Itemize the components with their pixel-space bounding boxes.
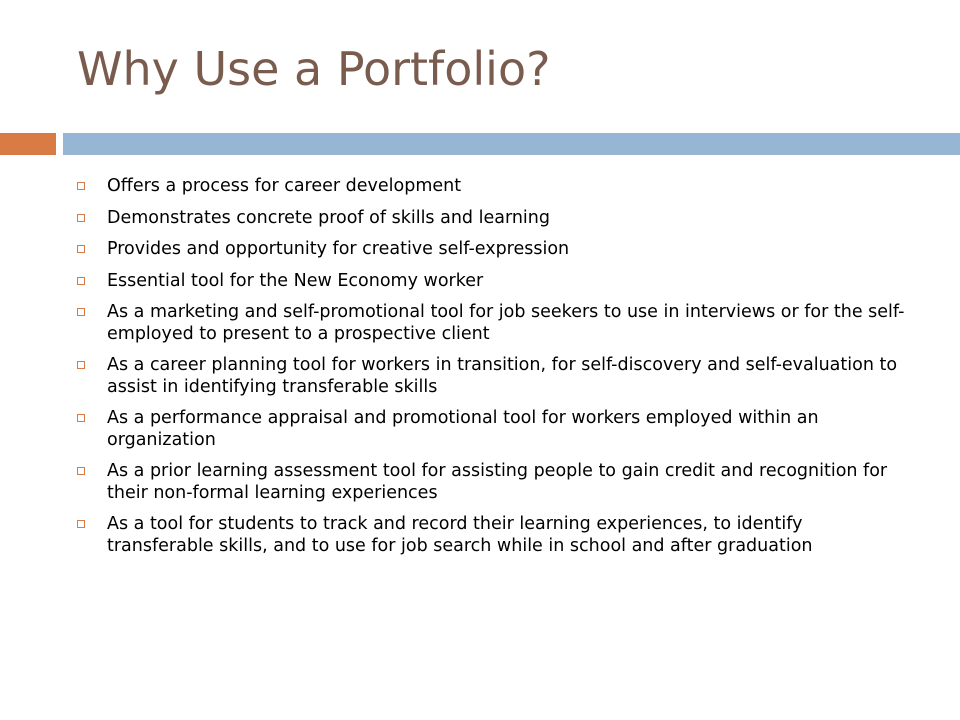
square-bullet-icon xyxy=(77,467,85,475)
bullet-text: Offers a process for career development xyxy=(107,176,462,196)
bullet-item xyxy=(77,208,907,230)
title-accent-bar-blue xyxy=(63,133,960,155)
slide-title: Why Use a Portfolio? xyxy=(77,42,551,96)
bullet-text: Demonstrates concrete proof of skills and learning xyxy=(107,207,550,228)
bullet-text: Essential tool for the New Economy worker xyxy=(107,270,484,291)
bullet-item xyxy=(77,514,907,557)
bullet-text: As a prior learning assessment tool for assisting people to gain credit and recognition for their non-formal learning experiences xyxy=(107,461,888,503)
bullet-item xyxy=(77,302,907,345)
square-bullet-icon xyxy=(77,414,85,422)
square-bullet-icon xyxy=(77,277,85,285)
bullet-item xyxy=(77,461,907,504)
bullet-item xyxy=(77,176,907,198)
square-bullet-icon xyxy=(77,182,85,190)
bullet-list xyxy=(77,176,907,567)
square-bullet-icon xyxy=(77,520,85,528)
bullet-item xyxy=(77,408,907,451)
title-accent-bar-orange xyxy=(0,133,56,155)
bullet-text: Provides and opportunity for creative self-expression xyxy=(107,239,570,259)
square-bullet-icon xyxy=(77,214,85,222)
square-bullet-icon xyxy=(77,361,85,369)
square-bullet-icon xyxy=(77,308,85,316)
bullet-item xyxy=(77,355,907,398)
square-bullet-icon xyxy=(77,245,85,253)
bullet-text: As a performance appraisal and promotional tool for workers employed within an organization xyxy=(107,408,819,450)
bullet-item xyxy=(77,239,907,261)
bullet-item xyxy=(77,271,907,293)
bullet-text: As a career planning tool for workers in transition, for self-discovery and self-evaluation to assist in identifying transferable skills xyxy=(107,355,898,397)
bullet-text: As a tool for students to track and record their learning experiences, to identify transferable skills, and to use for job search while in school and after graduation xyxy=(107,514,813,556)
bullet-text: As a marketing and self-promotional tool for job seekers to use in interviews or for the self-employed to present to a prospective client xyxy=(107,302,905,344)
